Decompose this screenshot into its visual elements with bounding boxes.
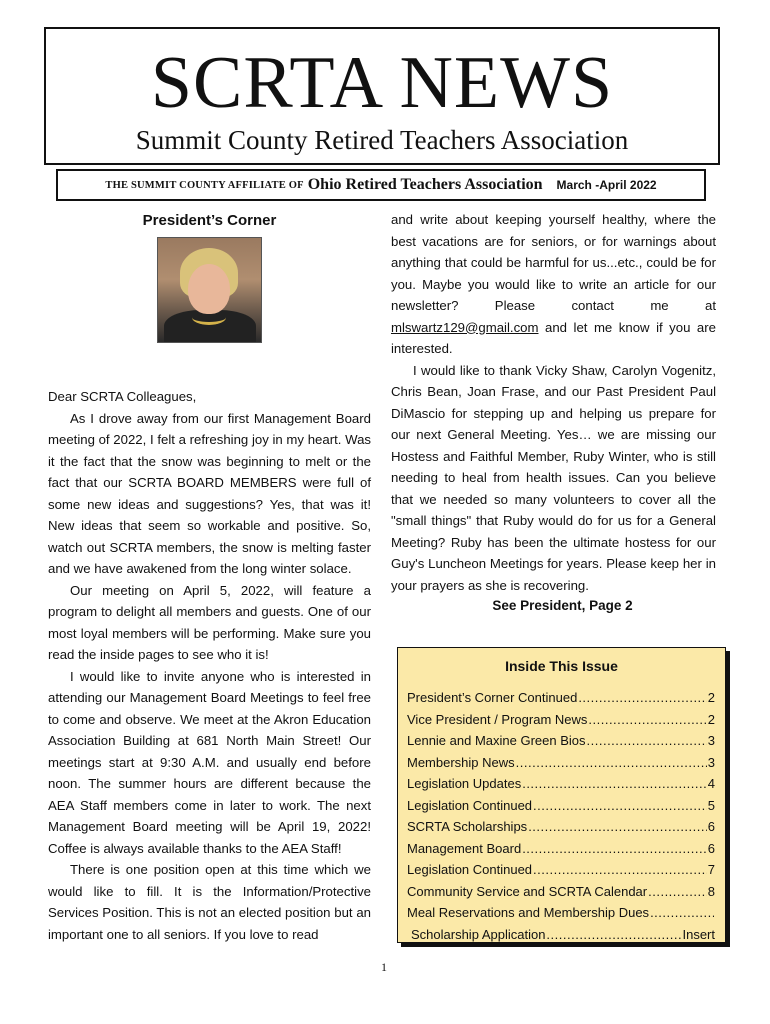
newsletter-subtitle: Summit County Retired Teachers Association <box>135 125 629 155</box>
page-number: 1 <box>381 960 387 974</box>
masthead <box>44 27 720 165</box>
left-column <box>48 206 371 945</box>
toc-item: Meal Reservations and Membership Dues ..... <box>407 902 715 924</box>
newsletter-title: SCRTA NEWS <box>150 42 614 124</box>
affiliate-prefix: THE SUMMIT COUNTY AFFILIATE OF <box>105 179 304 191</box>
affiliate-organization: Ohio Retired Teachers Association <box>307 176 543 193</box>
toc-item: President’s Corner Continued ..... 2 <box>407 687 715 709</box>
president-portrait-photo <box>157 237 262 343</box>
affiliate-bar <box>56 169 706 201</box>
toc-item: Community Service and SCRTA Calendar ..... 8 <box>407 881 715 903</box>
toc-item: Legislation Continued ..... 5 <box>407 795 715 817</box>
letter-paragraph: I would like to thank Vicky Shaw, Carolyn Vogenitz, Chris Bean, Joan Frase, and our Past President Paul DiMascio for stepping up and helping us prepare for our next General Meeting. Yes… we are missing our Hostess and Faithful Member, Ruby Winter, who is still needing to heal from health issues. Can you believe that we needed so many volunteers to cover all the "small things" that Ruby would do for us for a General Meeting? Ruby has been the ultimate hostess for our Guy's Luncheon Meetings for years. Please keep her in your prayers as she is recovering. <box>391 362 716 593</box>
toc-item: SCRTA Scholarships ..... 6 <box>407 816 715 838</box>
inside-this-issue-title: Inside This Issue <box>505 658 618 674</box>
toc-item: Lennie and Maxine Green Bios ..... 3 <box>407 730 715 752</box>
letter-paragraph <box>391 209 716 360</box>
letter-paragraph: Our meeting on April 5, 2022, will feature a program to delight all members and guests. One of our most loyal members will be performing. Make sure you read the inside pages to see who it is! <box>48 582 371 662</box>
toc-item: Scholarship Application ..... Insert <box>407 924 715 946</box>
toc-item: Management Board ..... 6 <box>407 838 715 860</box>
inside-this-issue-box <box>397 647 726 943</box>
email-link[interactable]: mlswartz129@gmail.com <box>391 319 539 335</box>
letter-paragraph: As I drove away from our first Management Board meeting of 2022, I felt a refreshing joy in my heart. Was it the fact that the snow was beginning to melt or the fact that our SCRTA BOARD MEMBERS were full of some new ideas and suggestions? Yes, that was it! New ideas that seem so workable and positive. So, watch out SCRTA members, the snow is melting faster and we have awakened from the long winter solace. <box>48 410 371 576</box>
toc-item: Membership News ..... 3 <box>407 752 715 774</box>
toc-item: Legislation Updates ..... 4 <box>407 773 715 795</box>
letter-text: and write about keeping yourself healthy, where the best vacations are for seniors, or for warnings about anything that could be harmful for us...etc., could be for you. Maybe you would like to write an article for our newsletter? Please contact me at <box>391 212 716 313</box>
letter-greeting: Dear SCRTA Colleagues, <box>48 389 197 404</box>
letter-text: and let me know if you are interested. <box>391 319 716 356</box>
letter-paragraph: There is one position open at this time which we would like to fill. It is the Information/Protective Services Position. This is not an elected position but an important one to all seniors. If you love to read <box>48 862 371 942</box>
continued-on-page-note: See President, Page 2 <box>492 598 633 613</box>
table-of-contents <box>398 687 725 945</box>
toc-item: Vice President / Program News ..... 2 <box>407 709 715 731</box>
issue-date: March -April 2022 <box>556 178 657 192</box>
presidents-corner-heading: President’s Corner <box>142 212 277 229</box>
letter-paragraph: I would like to invite anyone who is interested in attending our Management Board Meetings to feel free to come and observe. We meet at the Akron Education Association Building at 681 North Main Street! Our meetings start at 9:30 A.M. and usually end before noon. The summer hours are different because the AEA Staff members come in later to work. The next Management Board meeting will be April 19, 2022! Coffee is always available thanks to the AEA Staff! <box>48 668 371 856</box>
right-column <box>391 209 716 613</box>
toc-item: Legislation Continued ..... 7 <box>407 859 715 881</box>
